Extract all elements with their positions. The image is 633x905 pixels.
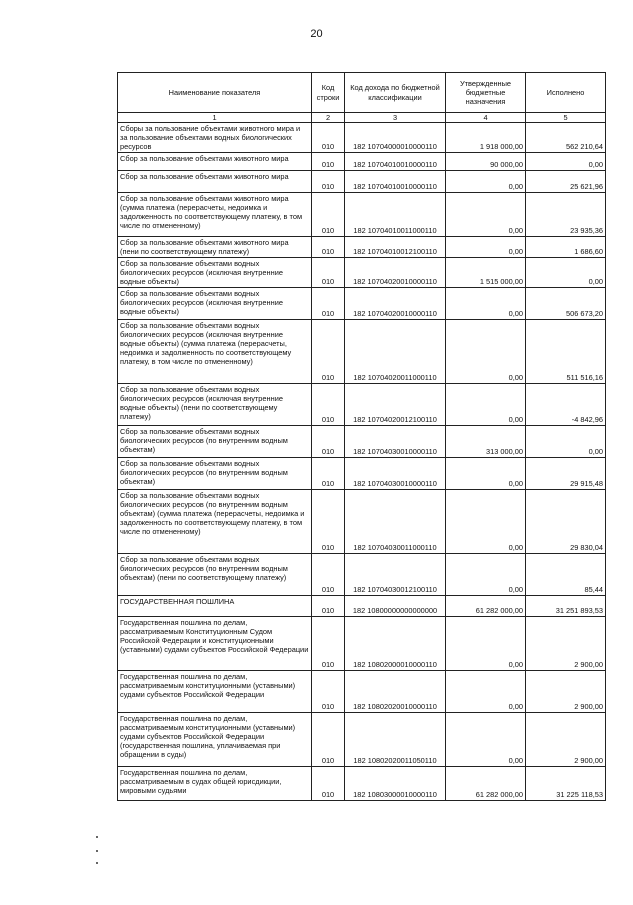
executed-amount-cell: 506 673,20: [526, 288, 606, 320]
executed-amount-cell: 511 516,16: [526, 320, 606, 384]
table-row: [118, 671, 606, 713]
executed-amount-cell: 0,00: [526, 153, 606, 171]
approved-amount-cell: 313 000,00: [446, 426, 526, 458]
budget-code-cell: 182 10802020011050110: [345, 713, 446, 767]
line-code-cell: 010: [312, 554, 345, 596]
line-code-cell: 010: [312, 767, 345, 801]
approved-amount-cell: 0,00: [446, 458, 526, 490]
executed-amount-cell: 1 686,60: [526, 237, 606, 258]
approved-amount-cell: 0,00: [446, 193, 526, 237]
approved-amount-cell: 0,00: [446, 490, 526, 554]
approved-amount-cell: 0,00: [446, 671, 526, 713]
budget-code-cell: 182 10704030011000110: [345, 490, 446, 554]
executed-amount-cell: 25 621,96: [526, 171, 606, 193]
header-executed: Исполнено: [526, 73, 606, 113]
line-code-cell: 010: [312, 123, 345, 153]
column-number: 4: [446, 113, 526, 123]
line-code-cell: 010: [312, 258, 345, 288]
executed-amount-cell: 29 915,48: [526, 458, 606, 490]
scan-marks: [96, 836, 100, 876]
line-code-cell: 010: [312, 671, 345, 713]
executed-amount-cell: 562 210,64: [526, 123, 606, 153]
line-code-cell: 010: [312, 237, 345, 258]
line-code-cell: 010: [312, 713, 345, 767]
budget-code-cell: 182 10704030012100110: [345, 554, 446, 596]
indicator-name-cell: Государственная пошлина по делам, рассматриваемым конституционными (уставными) судами субъектов Российской Федерации: [118, 671, 312, 713]
table-row: [118, 193, 606, 237]
line-code-cell: 010: [312, 320, 345, 384]
budget-code-cell: 182 10704030010000110: [345, 426, 446, 458]
indicator-name-cell: Государственная пошлина по делам, рассматриваемым конституционными (уставными) судами субъектов Российской Федерации (государственная пошлина, уплачиваемая при обращении в суды): [118, 713, 312, 767]
indicator-name-cell: Сбор за пользование объектами водных биологических ресурсов (исключая внутренние водные объекты) (сумма платежа (перерасчеты, недоимка и задолженность по соответствующему платежу, в том числе по отмененному): [118, 320, 312, 384]
indicator-name-cell: Сбор за пользование объектами водных биологических ресурсов (исключая внутренние водные объекты): [118, 258, 312, 288]
budget-code-cell: 182 10704020011000110: [345, 320, 446, 384]
table-row: [118, 554, 606, 596]
approved-amount-cell: 1 918 000,00: [446, 123, 526, 153]
executed-amount-cell: -4 842,96: [526, 384, 606, 426]
approved-amount-cell: 90 000,00: [446, 153, 526, 171]
executed-amount-cell: 0,00: [526, 258, 606, 288]
line-code-cell: 010: [312, 490, 345, 554]
line-code-cell: 010: [312, 153, 345, 171]
approved-amount-cell: 0,00: [446, 237, 526, 258]
executed-amount-cell: 85,44: [526, 554, 606, 596]
table-row: [118, 767, 606, 801]
budget-code-cell: 182 10704030010000110: [345, 458, 446, 490]
approved-amount-cell: 1 515 000,00: [446, 258, 526, 288]
budget-code-cell: 182 10704020012100110: [345, 384, 446, 426]
approved-amount-cell: 0,00: [446, 713, 526, 767]
table-row: [118, 237, 606, 258]
table-row: [118, 153, 606, 171]
approved-amount-cell: 0,00: [446, 384, 526, 426]
executed-amount-cell: 2 900,00: [526, 671, 606, 713]
budget-code-cell: 182 10800000000000000: [345, 596, 446, 617]
table-row: [118, 713, 606, 767]
table-row: [118, 596, 606, 617]
line-code-cell: 010: [312, 171, 345, 193]
indicator-name-cell: Сбор за пользование объектами животного мира: [118, 171, 312, 193]
column-number: 5: [526, 113, 606, 123]
indicator-name-cell: Сбор за пользование объектами животного мира (пени по соответствующему платежу): [118, 237, 312, 258]
executed-amount-cell: 2 900,00: [526, 713, 606, 767]
column-number: 3: [345, 113, 446, 123]
table-row: [118, 490, 606, 554]
executed-amount-cell: 0,00: [526, 426, 606, 458]
budget-code-cell: 182 10803000010000110: [345, 767, 446, 801]
budget-code-cell: 182 10704010012100110: [345, 237, 446, 258]
revenue-table: [117, 72, 606, 801]
table-row: [118, 258, 606, 288]
header-indicator-name: Наименование показателя: [118, 73, 312, 113]
table-row: [118, 384, 606, 426]
executed-amount-cell: 31 225 118,53: [526, 767, 606, 801]
budget-code-cell: 182 10704010010000110: [345, 153, 446, 171]
indicator-name-cell: Сбор за пользование объектами водных биологических ресурсов (по внутренним водным объектам): [118, 458, 312, 490]
approved-amount-cell: 0,00: [446, 617, 526, 671]
approved-amount-cell: 0,00: [446, 320, 526, 384]
budget-code-cell: 182 10704000010000110: [345, 123, 446, 153]
indicator-name-cell: Сбор за пользование объектами водных биологических ресурсов (по внутренним водным объектам): [118, 426, 312, 458]
table-row: [118, 320, 606, 384]
indicator-name-cell: Сбор за пользование объектами водных биологических ресурсов (исключая внутренние водные объекты): [118, 288, 312, 320]
table-row: [118, 288, 606, 320]
indicator-name-cell: Сбор за пользование объектами водных биологических ресурсов (по внутренним водным объектам) (пени по соответствующему платежу): [118, 554, 312, 596]
indicator-name-cell: Сбор за пользование объектами водных биологических ресурсов (исключая внутренние водные объекты) (пени по соответствующему платежу): [118, 384, 312, 426]
budget-code-cell: 182 10704020010000110: [345, 288, 446, 320]
indicator-name-cell: Сборы за пользование объектами животного мира и за пользование объектами водных биологических ресурсов: [118, 123, 312, 153]
indicator-name-cell: Сбор за пользование объектами животного мира: [118, 153, 312, 171]
executed-amount-cell: 29 830,04: [526, 490, 606, 554]
budget-code-cell: 182 10802020010000110: [345, 671, 446, 713]
indicator-name-cell: Государственная пошлина по делам, рассматриваемым в судах общей юрисдикции, мировыми судьями: [118, 767, 312, 801]
approved-amount-cell: 0,00: [446, 554, 526, 596]
indicator-name-cell: Сбор за пользование объектами животного мира (сумма платежа (перерасчеты, недоимка и задолженность по соответствующему платежу, в том числе по отмененному): [118, 193, 312, 237]
table-row: [118, 426, 606, 458]
line-code-cell: 010: [312, 458, 345, 490]
header-line-code: Код строки: [312, 73, 345, 113]
header-approved: Утвержденные бюджетные назначения: [446, 73, 526, 113]
table-row: [118, 171, 606, 193]
line-code-cell: 010: [312, 384, 345, 426]
header-budget-code: Код дохода по бюджетной классификации: [345, 73, 446, 113]
indicator-name-cell: Государственная пошлина по делам, рассматриваемым Конституционным Судом Российской Федерации и конституционными (уставными) судами субъектов Российской Федерации: [118, 617, 312, 671]
line-code-cell: 010: [312, 617, 345, 671]
column-number: 1: [118, 113, 312, 123]
header-row: [118, 73, 606, 113]
column-number-row: [118, 113, 606, 123]
line-code-cell: 010: [312, 596, 345, 617]
column-number: 2: [312, 113, 345, 123]
executed-amount-cell: 2 900,00: [526, 617, 606, 671]
budget-code-cell: 182 10704010010000110: [345, 171, 446, 193]
indicator-name-cell: Сбор за пользование объектами водных биологических ресурсов (по внутренним водным объектам) (сумма платежа (перерасчеты, недоимка и задолженность по соответствующему платежу, в том числе по отмененному): [118, 490, 312, 554]
table-row: [118, 617, 606, 671]
approved-amount-cell: 0,00: [446, 288, 526, 320]
table-row: [118, 458, 606, 490]
executed-amount-cell: 31 251 893,53: [526, 596, 606, 617]
line-code-cell: 010: [312, 193, 345, 237]
line-code-cell: 010: [312, 288, 345, 320]
budget-code-cell: 182 10704010011000110: [345, 193, 446, 237]
indicator-name-cell: ГОСУДАРСТВЕННАЯ ПОШЛИНА: [118, 596, 312, 617]
budget-code-cell: 182 10802000010000110: [345, 617, 446, 671]
line-code-cell: 010: [312, 426, 345, 458]
approved-amount-cell: 61 282 000,00: [446, 767, 526, 801]
budget-code-cell: 182 10704020010000110: [345, 258, 446, 288]
executed-amount-cell: 23 935,36: [526, 193, 606, 237]
table-row: [118, 123, 606, 153]
approved-amount-cell: 61 282 000,00: [446, 596, 526, 617]
page-number: 20: [310, 28, 323, 40]
approved-amount-cell: 0,00: [446, 171, 526, 193]
